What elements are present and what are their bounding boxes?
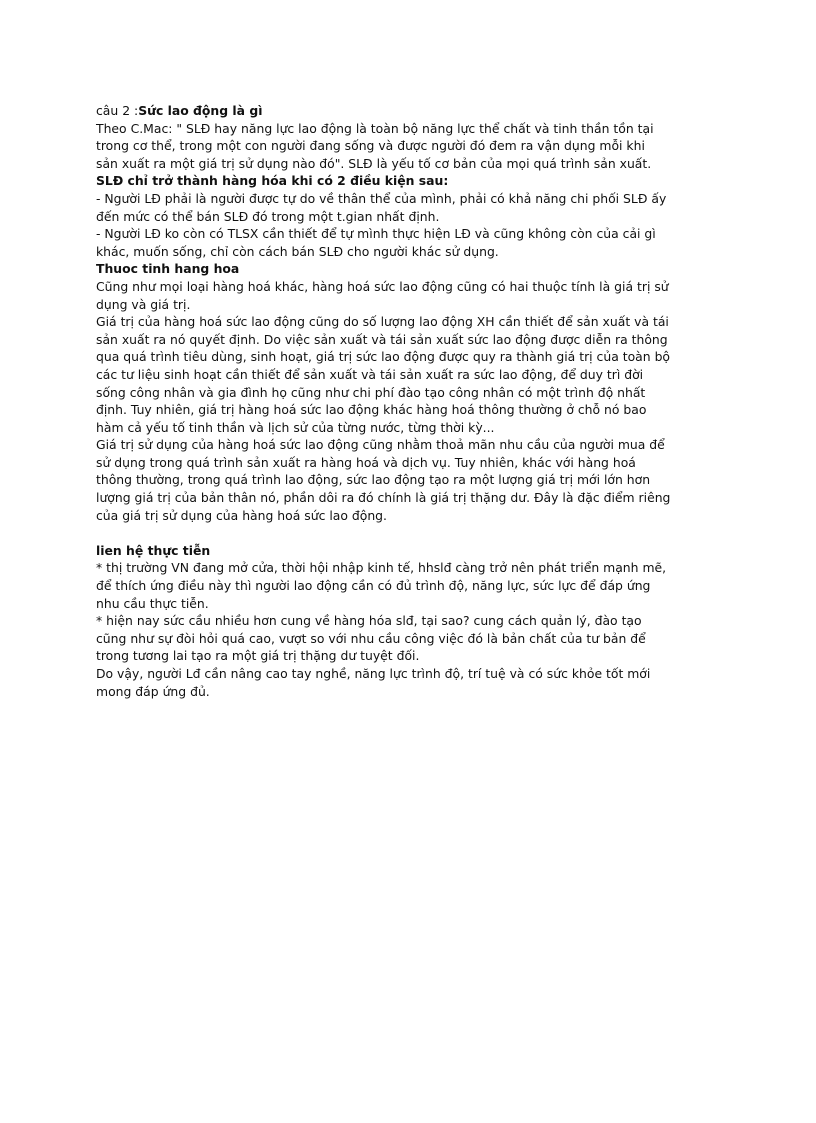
paragraph-gap bbox=[96, 524, 736, 542]
conditions-heading: SLĐ chỉ trở thành hàng hóa khi có 2 điều kiện sau: bbox=[96, 173, 449, 189]
attributes-line: sống công nhân và gia đình họ cũng như chi phí đào tạo công nhân có một trình độ nhất bbox=[96, 384, 646, 400]
conditions-line: đến mức có thể bán SLĐ đó trong một t.gian nhất định. bbox=[96, 208, 440, 224]
question-prefix: câu 2 : bbox=[96, 103, 139, 118]
practice-line: mong đáp ứng đủ. bbox=[96, 683, 210, 699]
practice-heading: lien hệ thực tiễn bbox=[96, 542, 211, 558]
question-title-line bbox=[96, 102, 736, 120]
attributes-line: thông thường, trong quá trình lao động, sức lao động tạo ra một lượng giá trị mới lớn hơn bbox=[96, 472, 651, 488]
definition-line: Theo C.Mac: " SLĐ hay năng lực lao động là toàn bộ năng lực thể chất và tinh thần tồn tại bbox=[96, 120, 654, 136]
practice-line: * hiện nay sức cầu nhiều hơn cung về hàng hóa slđ, tại sao? cung cách quản lý, đào tạo bbox=[96, 613, 642, 629]
attributes-line: sản xuất ra nó quyết định. Do việc sản xuất và tái sản xuất sức lao động được diễn ra thông bbox=[96, 331, 668, 347]
document-page bbox=[96, 102, 736, 700]
practice-line: Do vậy, người Lđ cần nâng cao tay nghề, năng lực trình độ, trí tuệ và có sức khỏe tốt mới bbox=[96, 666, 651, 681]
attributes-line: Giá trị của hàng hoá sức lao động cũng do số lượng lao động XH cần thiết để sản xuất và tái bbox=[96, 314, 669, 330]
attributes-line: qua quá trình tiêu dùng, sinh hoạt, giá trị sức lao động được quy ra thành giá trị của toàn bộ bbox=[96, 349, 671, 365]
attributes-line: dụng và giá trị. bbox=[96, 296, 191, 312]
attributes-line: Cũng như mọi loại hàng hoá khác, hàng hoá sức lao động cũng có hai thuộc tính là giá trị sử bbox=[96, 278, 669, 294]
practice-line: nhu cầu thực tiễn. bbox=[96, 595, 209, 611]
practice-line: để thích ứng điều này thì người lao động cần có đủ trình độ, năng lực, sức lực để đáp ứng bbox=[96, 578, 651, 594]
question-title: Sức lao động là gì bbox=[138, 103, 263, 118]
attributes-line: lượng giá trị của bản thân nó, phần dôi ra đó chính là giá trị thặng dư. Đây là đặc điểm riêng bbox=[96, 490, 671, 506]
practice-line: cũng như sự đòi hỏi quá cao, vượt so với nhu cầu công việc đó là bản chất của tư bản để bbox=[96, 630, 646, 646]
attributes-line: định. Tuy nhiên, giá trị hàng hoá sức lao động khác hàng hoá thông thường ở chỗ nó bao bbox=[96, 402, 647, 418]
practice-line: trong tương lai tạo ra một giá trị thặng dư tuyệt đối. bbox=[96, 648, 420, 664]
attributes-heading: Thuoc tinh hang hoa bbox=[96, 261, 240, 277]
definition-line: sản xuất ra một giá trị sử dụng nào đó". SLĐ là yếu tố cơ bản của mọi quá trình sản xuất. bbox=[96, 155, 652, 171]
conditions-line: - Người LĐ phải là người được tự do về thân thể của mình, phải có khả năng chi phối SLĐ ấy bbox=[96, 190, 667, 206]
attributes-line: sử dụng trong quá trình sản xuất ra hàng hoá và dịch vụ. Tuy nhiên, khác với hàng hoá bbox=[96, 454, 636, 470]
conditions-line: khác, muốn sống, chỉ còn cách bán SLĐ cho người khác sử dụng. bbox=[96, 243, 499, 259]
attributes-line: các tư liệu sinh hoạt cần thiết để sản xuất và tái sản xuất ra sức lao động, để duy trì đời bbox=[96, 366, 644, 382]
attributes-line: Giá trị sử dụng của hàng hoá sức lao động cũng nhằm thoả mãn nhu cầu của người mua để bbox=[96, 437, 665, 453]
attributes-line: của giá trị sử dụng của hàng hoá sức lao động. bbox=[96, 507, 387, 523]
attributes-line: hàm cả yếu tố tinh thần và lịch sử của từng nước, từng thời kỳ... bbox=[96, 419, 495, 435]
conditions-line: - Người LĐ ko còn có TLSX cần thiết để tự mình thực hiện LĐ và cũng không còn của cải gì bbox=[96, 226, 656, 242]
definition-line: trong cơ thể, trong một con người đang sống và được người đó đem ra vận dụng mỗi khi bbox=[96, 138, 645, 154]
practice-line: * thị trường VN đang mở cửa, thời hội nhập kinh tế, hhslđ càng trở nên phát triển mạnh mẽ, bbox=[96, 560, 667, 576]
